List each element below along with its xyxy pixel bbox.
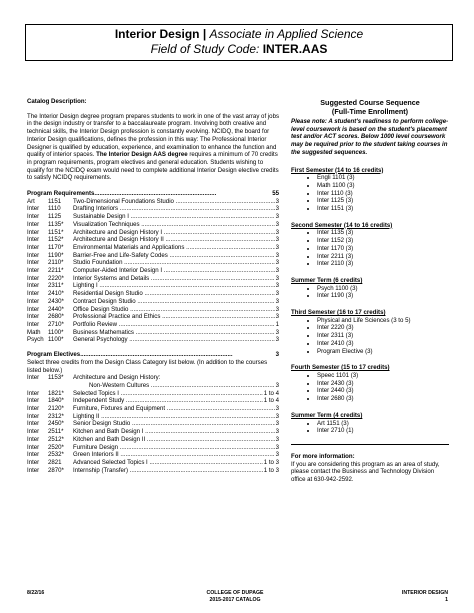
course-title: Senior Design Studio ..... [73, 420, 275, 428]
info-heading: For more information: [291, 452, 355, 460]
course-credits: 3 [275, 428, 279, 436]
course-number: 1100* [48, 336, 64, 344]
course-subject: Inter [27, 297, 40, 305]
course-title: Kitchen and Bath Design II ..... [73, 436, 275, 444]
course-title: Non-Western Cultures ..... [73, 382, 275, 390]
footer-catalog: 2015-2017 CATALOG [209, 596, 261, 603]
course-row [27, 229, 279, 237]
course-title: Independent Study ..... [73, 397, 263, 405]
course-number: 2312* [48, 412, 64, 420]
course-row [27, 290, 279, 298]
course-row [27, 221, 279, 229]
semester-course-item: • Inter 2710 (1) [317, 427, 449, 435]
course-row [27, 306, 279, 314]
sequence-note [291, 118, 449, 157]
semester-course-item: • Inter 1152 (3) [317, 237, 449, 245]
note-text: A student's readiness to perform college-level coursework is based on the student's placement test and/or ACT scores. Below 1000 level coursework may be required prior to the student taking courses in the suggested sequences. [291, 118, 449, 156]
course-title: Kitchen and Bath Design I ..... [73, 428, 275, 436]
semester-heading: Second Semester (14 to 16 credits) [291, 221, 393, 229]
right-column [291, 98, 449, 484]
course-title: Portfolio Review ..... [73, 321, 275, 329]
semester-heading: Summer Term (4 credits) [291, 411, 363, 419]
course-row [27, 198, 279, 206]
footer-center [180, 590, 290, 603]
course-credits [278, 374, 279, 382]
catalog-label: Catalog Description: [27, 98, 87, 105]
course-subject: Inter [27, 236, 40, 244]
course-credits: 3 [275, 267, 279, 275]
course-subject: Inter [27, 405, 40, 413]
course-title: Drafting Interiors ..... [73, 205, 275, 213]
course-row [27, 282, 279, 290]
requirements-title: Program Requirements [27, 190, 95, 198]
semester-course-item: • Engli 1101 (3) [317, 174, 449, 182]
course-number: 2450* [48, 420, 64, 428]
electives-list [27, 374, 279, 474]
course-credits: 3 [275, 412, 279, 420]
course-number: 1151 [48, 197, 62, 205]
course-title: Advanced Selected Topics I ..... [73, 459, 263, 467]
course-credits: 1 to 3 [263, 466, 279, 474]
course-row [27, 428, 279, 436]
course-number: 2220* [48, 274, 64, 282]
semester-course-item: • Inter 2311 (3) [317, 332, 449, 340]
course-row [27, 413, 279, 421]
course-row [27, 252, 279, 260]
semester-course-item: • Inter 2680 (3) [317, 395, 449, 403]
course-subject: Inter [27, 243, 40, 251]
requirements-dots: ........................................................................ [94, 190, 217, 198]
course-subject: Inter [27, 290, 40, 298]
left-column [27, 98, 279, 474]
course-number: 1840* [48, 397, 64, 405]
course-subject: Inter [27, 466, 40, 474]
semester-course-item: • Math 1100 (3) [317, 182, 449, 190]
semester-course-item: • Inter 2410 (3) [317, 340, 449, 348]
course-title: Green Interiors II ..... [73, 451, 275, 459]
course-title: Computer-Aided Interior Design I ..... [73, 267, 275, 275]
course-title: Office Design Studio ..... [73, 306, 275, 314]
course-title: Residential Design Studio ..... [73, 290, 275, 298]
course-title: General Psychology ..... [73, 336, 275, 344]
electives-heading [27, 351, 279, 359]
semester-course-item: • Program Elective (3) [317, 348, 449, 356]
page-header [25, 24, 453, 61]
course-row [27, 244, 279, 252]
course-credits: 3 [275, 197, 279, 205]
semester-course-item: • Speec 1101 (3) [317, 372, 449, 380]
course-number: 1125 [48, 213, 62, 221]
course-subject: Inter [27, 259, 40, 267]
course-subject: Psych [27, 336, 44, 344]
course-row [27, 275, 279, 283]
requirements-heading [27, 190, 279, 198]
course-credits: 3 [275, 451, 279, 459]
semester-course-item: • Inter 1190 (3) [317, 292, 449, 300]
course-number: 2311* [48, 282, 64, 290]
course-subject: Inter [27, 451, 40, 459]
course-subject: Inter [27, 412, 40, 420]
course-credits: 3 [275, 259, 279, 267]
course-credits: 3 [275, 443, 279, 451]
course-row [27, 298, 279, 306]
footer-date: 8/22/16 [27, 590, 45, 596]
semester-course-item: • Inter 1151 (3) [317, 205, 449, 213]
course-number: 2511* [48, 428, 64, 436]
course-credits: 3 [275, 243, 279, 251]
semester-course-item: • Inter 2110 (3) [317, 260, 449, 268]
course-subject: Math [27, 328, 41, 336]
semester-course-item: • Psych 1100 (3) [317, 285, 449, 293]
semester-heading: Summer Term (6 credits) [291, 276, 363, 284]
catalog-description [27, 113, 279, 182]
course-title: Barrier-Free and Life-Safety Codes ..... [73, 252, 275, 260]
course-credits: 3 [275, 336, 279, 344]
course-credits: 1 to 4 [263, 397, 279, 405]
semester-courses [291, 420, 449, 435]
course-credits: 3 [275, 305, 279, 313]
course-credits: 3 [275, 290, 279, 298]
course-row [27, 459, 279, 467]
course-credits: 3 [275, 236, 279, 244]
course-title: Professional Practice and Ethics ..... [73, 313, 275, 321]
footer-right [360, 590, 448, 603]
course-title: Lighting II ..... [73, 413, 275, 421]
semester-courses [291, 317, 449, 356]
electives-description: Select three credits from the Design Class Category list below. (In addition to the courses listed below.) [27, 358, 268, 374]
course-title: Architecture and Design History I ..... [73, 229, 275, 237]
course-title: Studio Foundation ..... [73, 259, 275, 267]
course-row [27, 205, 279, 213]
sequence-subtitle: (Full-Time Enrollment) [331, 107, 409, 116]
electives-title: Program Electives [27, 351, 81, 359]
course-credits: 3 [275, 420, 279, 428]
info-text: If you are considering this program as an area of study, please contact the Business and Technology Division office at 630-942-2592. [291, 460, 440, 484]
course-number: 1151* [48, 228, 64, 236]
course-row [27, 382, 279, 390]
course-title: Sustainable Design I ..... [73, 213, 275, 221]
electives-total: 3 [275, 351, 279, 359]
semester-course-item: • Inter 1125 (3) [317, 197, 449, 205]
course-credits: 3 [275, 328, 279, 336]
course-row [27, 467, 279, 475]
course-number: 1152* [48, 236, 64, 244]
course-title: Furniture, Fixtures and Equipment ..... [73, 405, 275, 413]
course-subject: Inter [27, 374, 40, 382]
semester-course-item: • Inter 1135 (3) [317, 229, 449, 237]
course-subject: Inter [27, 213, 40, 221]
course-subject: Inter [27, 220, 40, 228]
footer-college: COLLEGE OF DUPAGE [206, 590, 264, 596]
course-credits: 1 to 3 [263, 458, 279, 466]
course-subject: Inter [27, 313, 40, 321]
requirements-total: 55 [272, 190, 279, 198]
course-number: 2120* [48, 405, 64, 413]
note-prefix: Please note: [291, 118, 327, 125]
course-row [27, 397, 279, 405]
course-subject: Inter [27, 305, 40, 313]
course-subject: Inter [27, 251, 40, 259]
course-credits: 3 [275, 297, 279, 305]
course-credits: 3 [275, 435, 279, 443]
semester-course-item: • Inter 2220 (3) [317, 324, 449, 332]
course-title: Selected Topics I ..... [73, 390, 263, 398]
course-number: 2440* [48, 305, 64, 313]
course-number: 2520* [48, 443, 64, 451]
sequence-title: Suggested Course Sequence [320, 98, 420, 107]
course-title: Contract Design Studio ..... [73, 298, 275, 306]
footer-page: 1 [445, 596, 448, 603]
course-number: 2680* [48, 313, 64, 321]
course-credits: 3 [275, 381, 279, 389]
course-credits: 3 [275, 282, 279, 290]
info-box [291, 444, 449, 484]
course-row [27, 451, 279, 459]
course-subject: Inter [27, 443, 40, 451]
header-degree: Associate in Applied Science [209, 27, 364, 41]
course-number: 1821* [48, 389, 64, 397]
semester-list [291, 167, 449, 435]
course-subject: Art [27, 197, 35, 205]
course-title: Environmental Materials and Applications ..... [73, 244, 275, 252]
course-row [27, 390, 279, 398]
course-number: 2410* [48, 290, 64, 298]
course-subject: Inter [27, 458, 40, 466]
field-code-label: Field of Study Code: [150, 42, 260, 56]
course-row [27, 405, 279, 413]
catalog-text-a: The Interior Design degree program prepares students to work in one of the vast array of jobs in the design industry or transfer to a baccalaureate program. Involving both creative and technical skills, the Interior Design profession is constantly evolving. NCIDQ, the board for Interior Design qualifications, defines the profession in this way: The Professional Interior Designer is qualified by education, experience, and examination to enhance the function and quality of interior spaces. [27, 112, 280, 159]
course-row [27, 436, 279, 444]
semester-heading: Third Semester (16 to 17 credits) [291, 309, 386, 317]
semester-courses [291, 285, 449, 300]
course-subject: Inter [27, 397, 40, 405]
course-row [27, 329, 279, 337]
semester-heading: First Semester (14 to 16 credits) [291, 166, 384, 174]
semester-courses [291, 174, 449, 213]
semester-courses [291, 229, 449, 268]
course-credits: 1 [275, 320, 279, 328]
course-number: 2821 [48, 458, 62, 466]
course-row [27, 213, 279, 221]
course-number: 2211* [48, 267, 64, 275]
course-subject: Inter [27, 389, 40, 397]
course-credits: 3 [275, 220, 279, 228]
field-code: INTER.AAS [262, 42, 328, 56]
course-credits: 3 [275, 228, 279, 236]
course-credits: 3 [275, 313, 279, 321]
course-credits: 3 [275, 405, 279, 413]
course-row [27, 420, 279, 428]
electives-dots: .......................................................................................... [80, 351, 233, 359]
course-number: 1190* [48, 251, 64, 259]
course-credits: 1 to 4 [263, 389, 279, 397]
course-title: Lighting I ..... [73, 282, 275, 290]
course-subject [27, 382, 48, 390]
course-title: Business Mathematics ..... [73, 329, 275, 337]
catalog-text-b: requires a minimum of 70 credits in program requirements, program electives and general education. Students wishing to qualify for the NCIDQ exam would need to complete additional Interior Design elective credits to satisfy NCIDQ requirements. [27, 151, 279, 182]
course-number: 1110 [48, 205, 61, 213]
semester-courses [291, 372, 449, 403]
semester-course-item: • Inter 1170 (3) [317, 245, 449, 253]
course-row [27, 313, 279, 321]
course-title: Two-Dimensional Foundations Studio ..... [73, 198, 275, 206]
course-number: 2110* [48, 259, 64, 267]
semester-course-item: • Art 1151 (3) [317, 420, 449, 428]
semester-course-item: • Inter 2430 (3) [317, 380, 449, 388]
course-subject: Inter [27, 282, 40, 290]
course-row [27, 267, 279, 275]
course-subject: Inter [27, 320, 40, 328]
course-title: Internship (Transfer) ..... [73, 467, 263, 475]
course-row [27, 259, 279, 267]
requirements-list [27, 198, 279, 344]
course-row [27, 444, 279, 452]
course-credits: 3 [275, 251, 279, 259]
course-row [27, 374, 279, 382]
course-credits: 3 [275, 274, 279, 282]
course-credits: 3 [275, 205, 279, 213]
course-title: Architecture and Design History II ..... [73, 236, 275, 244]
course-subject: Inter [27, 267, 40, 275]
semester-heading: Fourth Semester (15 to 17 credits) [291, 364, 390, 372]
course-number: 1135* [48, 220, 64, 228]
course-row [27, 336, 279, 344]
course-title: Furniture Design ..... [73, 444, 275, 452]
footer-program: INTERIOR DESIGN [401, 590, 448, 596]
course-number: 1100* [48, 328, 64, 336]
course-title: Interior Systems and Details ..... [73, 275, 275, 283]
course-subject: Inter [27, 228, 40, 236]
catalog-text-bold: The Interior Design AAS degree [96, 151, 188, 159]
course-number: 2430* [48, 297, 64, 305]
course-subject: Inter [27, 435, 40, 443]
course-subject: Inter [27, 274, 40, 282]
course-number [48, 382, 73, 390]
course-row [27, 236, 279, 244]
course-number: 1170* [48, 243, 64, 251]
course-subject: Inter [27, 420, 40, 428]
semester-course-item: • Inter 1110 (3) [317, 190, 449, 198]
course-row [27, 321, 279, 329]
course-number: 2532* [48, 451, 64, 459]
course-number: 2710* [48, 320, 64, 328]
header-title: Interior Design | [114, 27, 207, 41]
course-subject: Inter [27, 428, 40, 436]
course-subject: Inter [27, 205, 40, 213]
course-title: Architecture and Design History: [73, 374, 161, 382]
semester-course-item: • Inter 2211 (3) [317, 253, 449, 261]
course-number: 1153* [48, 374, 64, 382]
semester-course-item: • Inter 2440 (3) [317, 387, 449, 395]
course-number: 2512* [48, 435, 64, 443]
course-title: Visualization Techniques ..... [73, 221, 275, 229]
course-credits: 3 [275, 213, 279, 221]
semester-course-item: • Physical and Life Sciences (3 to 5) [317, 317, 449, 325]
course-number: 2870* [48, 466, 64, 474]
